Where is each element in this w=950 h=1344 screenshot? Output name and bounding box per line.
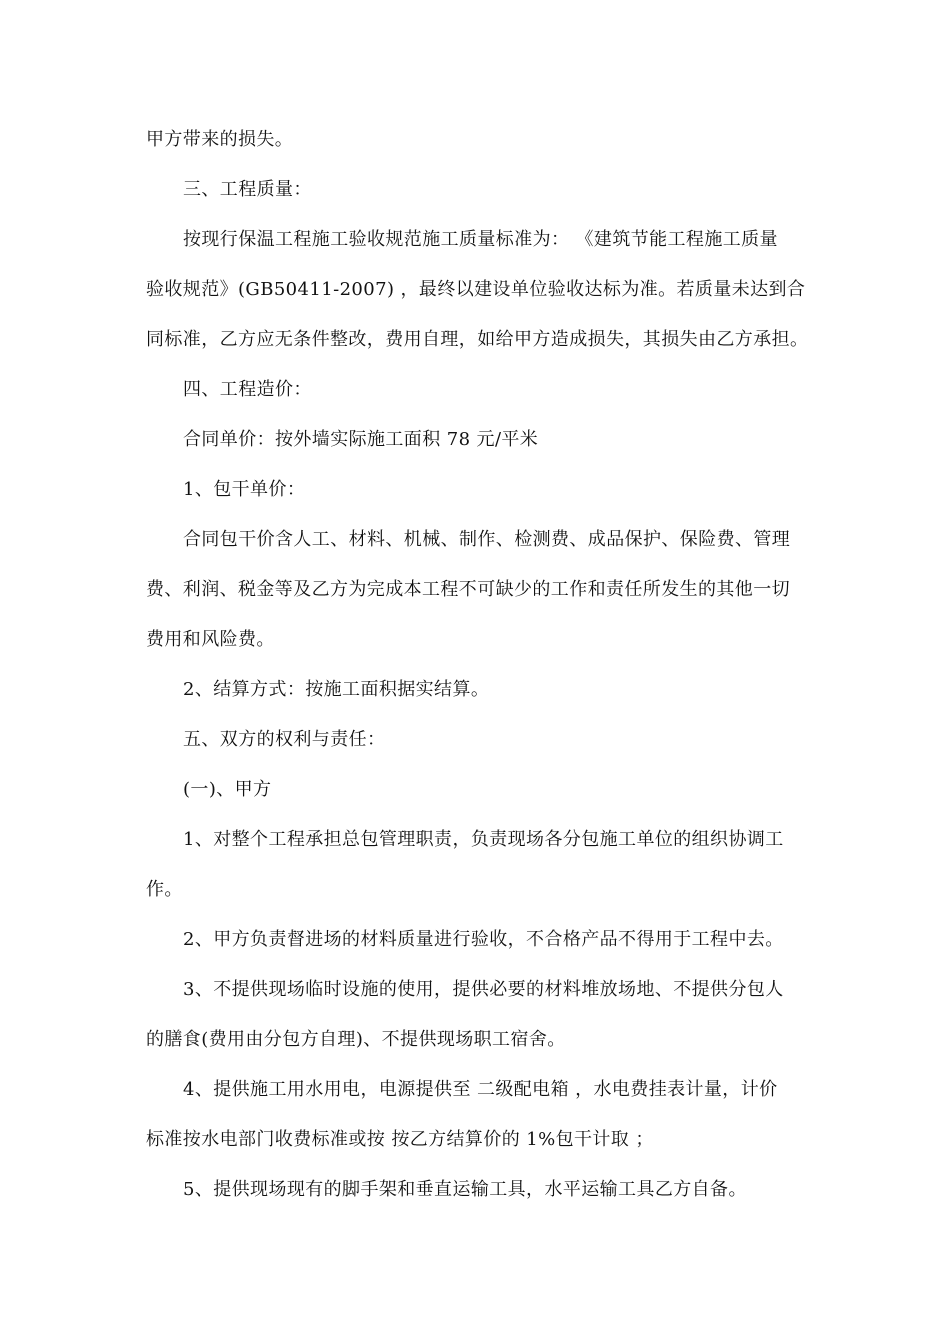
text-line: 甲方带来的损失。 [146, 129, 294, 150]
text-line: 费、利润、税金等及乙方为完成本工程不可缺少的工作和责任所发生的其他一切 [146, 579, 790, 600]
text-line: 3、不提供现场临时设施的使用，提供必要的材料堆放场地、不提供分包人 [183, 979, 784, 1000]
text-line: 2、甲方负责督进场的材料质量进行验收，不合格产品不得用于工程中去。 [183, 929, 784, 950]
text-line: 费用和风险费。 [146, 629, 275, 650]
text-line: 作。 [146, 879, 183, 900]
text-line: 按现行保温工程施工验收规范施工质量标准为： 《建筑节能工程施工质量 [183, 229, 778, 250]
text-line: 2、结算方式：按施工面积据实结算。 [183, 679, 490, 700]
text-line: 验收规范》(GB50411-2007) ，最终以建设单位验收达标为准。若质量未达到合 [146, 279, 806, 300]
text-line: 1、对整个工程承担总包管理职责，负责现场各分包施工单位的组织协调工 [183, 829, 784, 850]
section-heading: 五、双方的权利与责任： [183, 729, 386, 750]
text-line: 4、提供施工用水用电，电源提供至 二级配电箱 ，水电费挂表计量，计价 [183, 1079, 778, 1100]
text-line: 5、提供现场现有的脚手架和垂直运输工具，水平运输工具乙方自备。 [183, 1179, 747, 1200]
text-line: 标准按水电部门收费标准或按 按乙方结算价的 1%包干计取 ； [146, 1129, 654, 1150]
section-heading: 四、工程造价： [183, 379, 312, 400]
text-line: 同标准，乙方应无条件整改，费用自理，如给甲方造成损失，其损失由乙方承担。 [146, 329, 809, 350]
text-line: 的膳食(费用由分包方自理)、不提供现场职工宿舍。 [146, 1029, 566, 1050]
subsection-heading: (一)、甲方 [183, 779, 272, 800]
text-line: 合同单价：按外墙实际施工面积 78 元/平米 [183, 429, 539, 450]
section-heading: 三、工程质量： [183, 179, 312, 200]
subsection-heading: 1、包干单价： [183, 479, 306, 500]
text-line: 合同包干价含人工、材料、机械、制作、检测费、成品保护、保险费、管理 [183, 529, 791, 550]
